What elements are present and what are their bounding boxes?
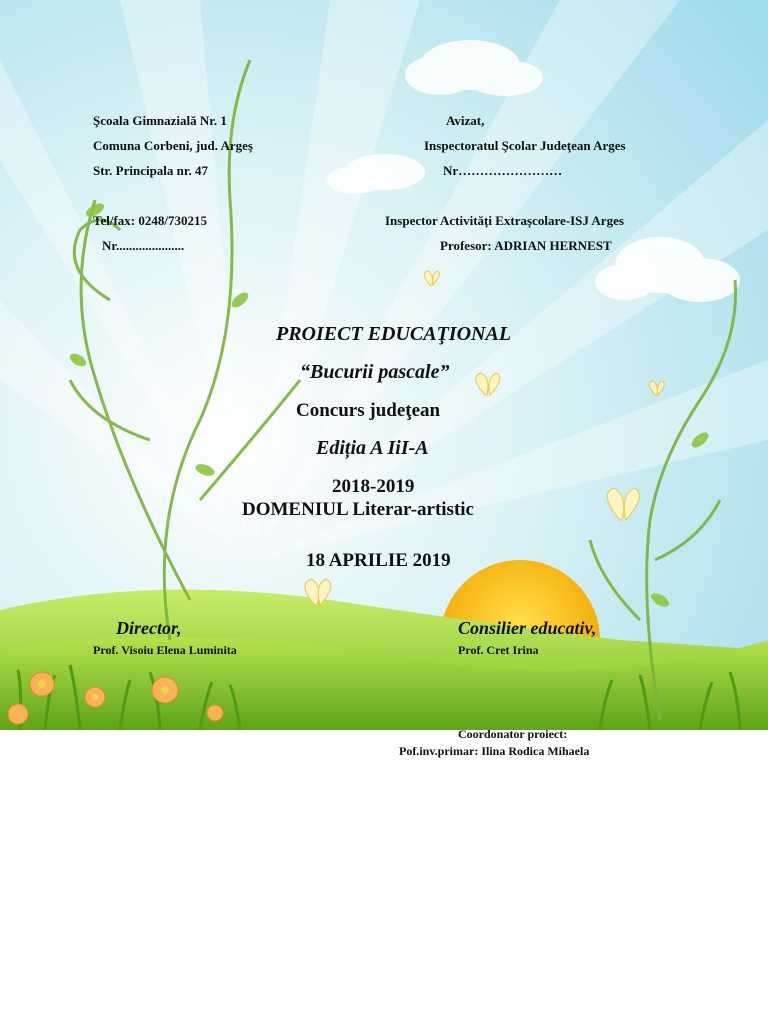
school-registration-number: Nr..................... <box>102 238 185 253</box>
counselor-name: Prof. Cret Irina <box>458 643 539 657</box>
approval-label: Avizat, <box>446 113 485 128</box>
school-street: Str. Principala nr. 47 <box>93 163 208 178</box>
school-phone: Tel/fax: 0248/730215 <box>93 213 207 228</box>
edition: Ediția A IiI-A <box>316 437 429 459</box>
school-years: 2018-2019 <box>332 476 415 497</box>
coordinator-role: Coordonator proiect: <box>458 727 568 741</box>
inspector-title: Inspector Activități Extrașcolare-ISJ Arges <box>385 213 624 228</box>
school-name: Şcoala Gimnazială Nr. 1 <box>93 113 227 128</box>
event-date: 18 APRILIE 2019 <box>306 550 451 571</box>
director-role: Director, <box>116 618 182 638</box>
school-commune: Comuna Corbeni, jud. Argeş <box>93 138 253 153</box>
director-name: Prof. Visoiu Elena Luminita <box>93 643 237 657</box>
project-title: PROIECT EDUCAŢIONAL <box>276 323 512 345</box>
counselor-role: Consilier educativ, <box>458 618 597 638</box>
inspectorate-number: Nr…………………… <box>443 163 563 178</box>
project-name: “Bucurii pascale” <box>300 361 450 383</box>
inspector-name: Profesor: ADRIAN HERNEST <box>440 238 612 253</box>
contest-type: Concurs judeţean <box>296 400 441 421</box>
coordinator-name: Pof.inv.primar: Ilina Rodica Mihaela <box>399 744 590 758</box>
project-domain: DOMENIUL Literar-artistic <box>242 499 474 520</box>
inspectorate-name: Inspectoratul Şcolar Judeţean Arges <box>424 138 626 153</box>
